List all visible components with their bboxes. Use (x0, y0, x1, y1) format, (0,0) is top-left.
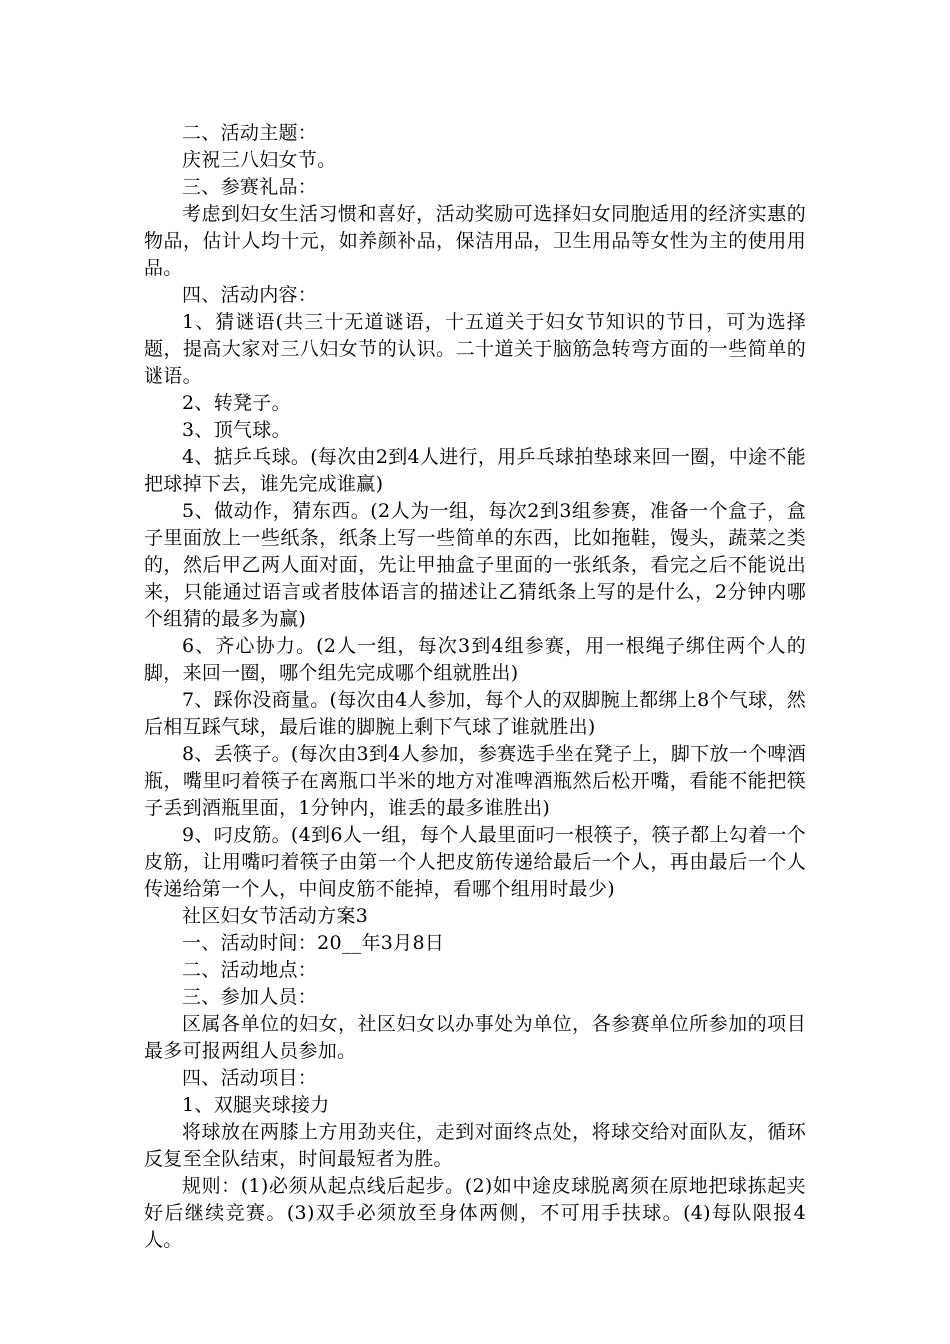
paragraph: 考虑到妇女生活习惯和喜好，活动奖励可选择妇女同胞适用的经济实惠的物品，估计人均十元，如养颜补品，保洁用品，卫生用品等女性为主的使用用品。 (144, 203, 806, 279)
section-title: 社区妇女节活动方案3 (182, 905, 369, 927)
heading-activity-items: 四、活动项目： (182, 1067, 318, 1089)
list-item: 6、齐心协力。(2人一组，每次3到4组参赛，用一根绳子绑住两个人的脚，来回一圈，哪个组先完成哪个组就胜出) (144, 635, 806, 684)
heading-participants: 三、参加人员： (182, 986, 318, 1008)
document-body (144, 120, 806, 1254)
heading-activity-location: 二、活动地点： (182, 959, 318, 981)
paragraph: 规则：(1)必须从起点线后起步。(2)如中途皮球脱离须在原地把球拣起夹好后继续竞赛。(3)双手必须放至身体两侧，不可用手扶球。(4)每队限报4人。 (144, 1175, 806, 1251)
paragraph: 庆祝三八妇女节。 (182, 149, 337, 171)
list-item: 2、转凳子。 (182, 392, 291, 414)
heading-prizes: 三、参赛礼品： (182, 176, 318, 198)
list-item: 8、丢筷子。(每次由3到4人参加，参赛选手坐在凳子上，脚下放一个啤酒瓶，嘴里叼着筷子在离瓶口半米的地方对准啤酒瓶然后松开嘴，看能不能把筷子丢到酒瓶里面，1分钟内，谁丢的最多谁胜出) (144, 743, 806, 819)
list-item: 4、掂乒乓球。(每次由2到4人进行，用乒乓球拍垫球来回一圈，中途不能把球掉下去，谁先完成谁赢) (144, 446, 806, 495)
list-item: 3、顶气球。 (182, 419, 291, 441)
list-item: 5、做动作，猜东西。(2人为一组，每次2到3组参赛，准备一个盒子，盒子里面放上一些纸条，纸条上写一些简单的东西，比如拖鞋，馒头，蔬菜之类的，然后甲乙两人面对面，先让甲抽盒子里面的一张纸条，看完之后不能说出来，只能通过语言或者肢体语言的描述让乙猜纸条上写的是什么，2分钟内哪个组猜的最多为赢) (144, 500, 806, 630)
heading-activity-time: 一、活动时间：20__年3月8日 (182, 932, 445, 954)
paragraph: 将球放在两膝上方用劲夹住，走到对面终点处，将球交给对面队友，循环反复至全队结束，时间最短者为胜。 (144, 1121, 806, 1170)
list-item: 9、叼皮筋。(4到6人一组，每个人最里面叼一根筷子，筷子都上勾着一个皮筋，让用嘴叼着筷子由第一个人把皮筋传递给最后一个人，再由最后一个人传递给第一个人，中间皮筋不能掉，看哪个组用时最少) (144, 824, 806, 900)
list-item: 1、双腿夹球接力 (182, 1094, 330, 1116)
heading-activity-theme: 二、活动主题： (182, 122, 318, 144)
heading-activity-content: 四、活动内容： (182, 284, 318, 306)
paragraph: 区属各单位的妇女，社区妇女以办事处为单位，各参赛单位所参加的项目最多可报两组人员参加。 (144, 1013, 806, 1062)
list-item: 7、踩你没商量。(每次由4人参加，每个人的双脚腕上都绑上8个气球，然后相互踩气球，最后谁的脚腕上剩下气球了谁就胜出) (144, 689, 806, 738)
list-item: 1、猜谜语(共三十无道谜语，十五道关于妇女节知识的节日，可为选择题，提高大家对三八妇女节的认识。二十道关于脑筋急转弯方面的一些简单的谜语。 (144, 311, 806, 387)
